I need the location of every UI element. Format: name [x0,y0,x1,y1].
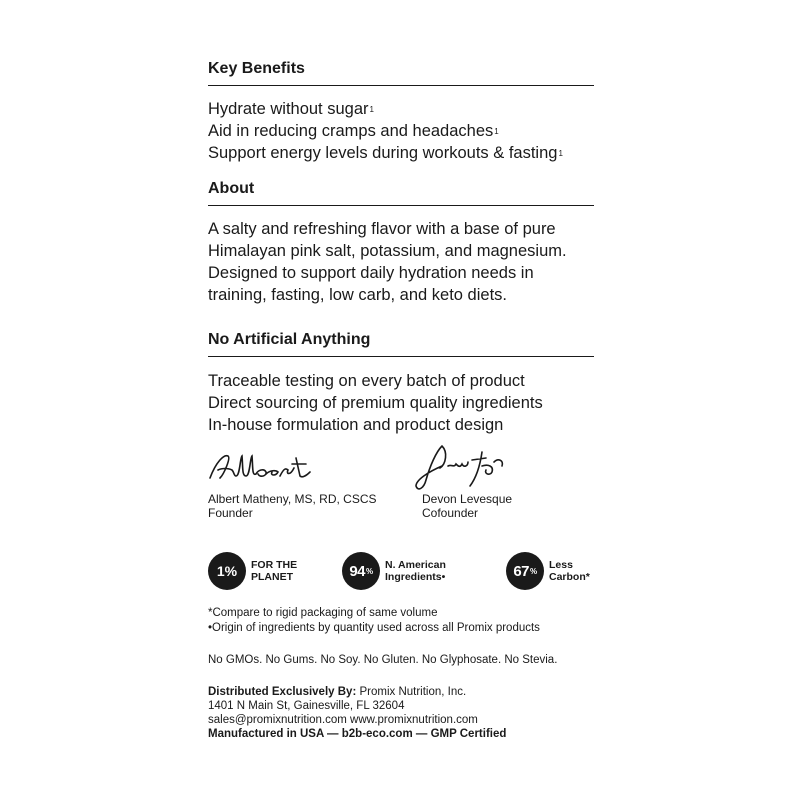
no-artificial-list: Traceable testing on every batch of product Direct sourcing of premium quality ingredients In-house formulation and product design [208,372,543,434]
footnote-origin: •Origin of ingredients by quantity used across all Promix products [208,622,540,634]
signer-name: Albert Matheny, MS, RD, CSCS [208,492,377,506]
about-heading: About [208,180,594,206]
distributor-contact: sales@promixnutrition.com www.promixnutrition.com [208,714,478,726]
badge-north-american: 94 % N. American Ingredients• [342,552,446,590]
benefit-item: Hydrate without sugar$^1$ [208,100,374,118]
about-text: A salty and refreshing flavor with a base of pure Himalayan pink salt, potassium, and magnesium. Designed to support daily hydration needs in training, fasting, low carb, and keto diets. [208,220,567,304]
distributor-line: Distributed Exclusively By: Promix Nutrition, Inc. [208,686,467,698]
key-benefits-list [208,98,608,164]
badge-one-percent: 1% FOR THE PLANET [208,552,297,590]
distributor-address: 1401 N Main St, Gainesville, FL 32604 [208,700,405,712]
devon-signature [412,442,512,494]
footnote-packaging: *Compare to rigid packaging of same volume [208,607,438,619]
signature-albert [208,492,377,520]
badge-less-carbon: 67 % Less Carbon* [506,552,590,590]
benefit-item: Aid in reducing cramps and headaches$^1$ [208,122,499,140]
manufactured-line: Manufactured in USA — b2b-eco.com — GMP Certified [208,728,507,740]
percent-circle: 94 % [342,552,380,590]
benefit-item: Support energy levels during workouts & fasting$^1$ [208,144,563,162]
signer-name: Devon Levesque [422,492,513,506]
percent-circle: 67 % [506,552,544,590]
albert-signature [206,448,326,484]
signer-role: Founder [208,506,253,520]
signer-role: Cofounder [422,506,479,520]
key-benefits-heading: Key Benefits [208,60,594,86]
one-percent-circle: 1% [208,552,246,590]
no-ingredients-list: No GMOs. No Gums. No Soy. No Gluten. No Glyphosate. No Stevia. [208,654,558,666]
no-artificial-heading: No Artificial Anything [208,331,594,357]
signature-devon [422,492,512,520]
